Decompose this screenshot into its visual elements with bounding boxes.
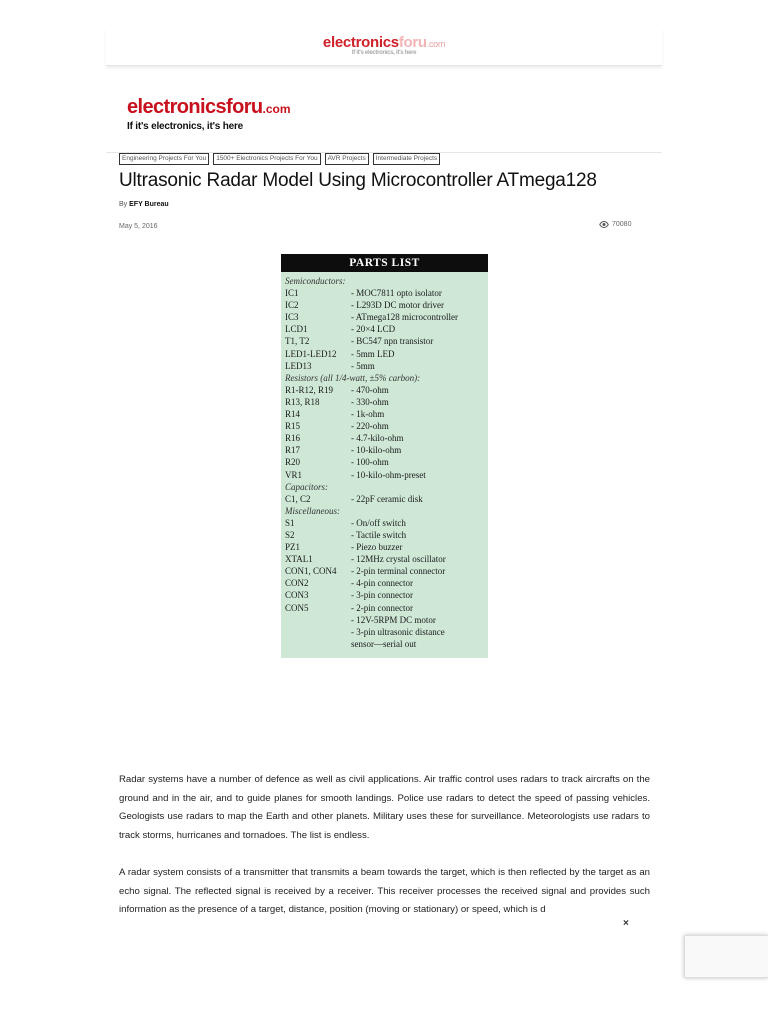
part-desc: - 22pF ceramic disk bbox=[351, 493, 423, 504]
parts-row bbox=[285, 541, 484, 553]
part-desc: sensor—serial out bbox=[351, 638, 417, 649]
part-ref: R1-R12, R19 bbox=[285, 384, 334, 395]
part-desc: - 4.7-kilo-ohm bbox=[351, 433, 404, 444]
parts-row bbox=[285, 323, 484, 335]
part-desc: - 2-pin connector bbox=[351, 602, 413, 613]
part-ref: LED1-LED12 bbox=[285, 348, 337, 359]
part-desc: - 330-ohm bbox=[351, 396, 389, 407]
part-desc: - 20×4 LCD bbox=[351, 324, 396, 335]
part-ref: R15 bbox=[285, 421, 301, 432]
category-tag[interactable]: Intermediate Projects bbox=[373, 153, 440, 165]
parts-row bbox=[285, 614, 484, 626]
part-ref: R14 bbox=[285, 409, 301, 420]
parts-section-heading: Capacitors: bbox=[285, 481, 329, 492]
article-paragraph: A radar system consists of a transmitter that transmits a beam towards the target, which is then reflected by the target as an echo signal. The reflected signal is received by a receiver. This receiver processes the received signal and provides such information as the presence of a target, distance, position (moving or stationary) or speed, which is d bbox=[119, 867, 650, 916]
part-ref: R20 bbox=[285, 457, 301, 468]
part-desc: - 3-pin ultrasonic distance bbox=[351, 626, 445, 637]
parts-row bbox=[285, 456, 484, 468]
part-ref: CON3 bbox=[285, 590, 309, 601]
part-desc: - 10-kilo-ohm-preset bbox=[351, 469, 426, 480]
part-ref: LED13 bbox=[285, 360, 312, 371]
site-logo[interactable] bbox=[127, 96, 291, 132]
parts-row bbox=[285, 602, 484, 614]
category-tag[interactable]: AVR Projects bbox=[325, 153, 369, 165]
part-desc: - 5mm LED bbox=[351, 348, 395, 359]
site-logo-part1: electronics bbox=[127, 96, 227, 118]
part-ref: CON1, CON4 bbox=[285, 566, 337, 577]
parts-list-title: PARTS LIST bbox=[281, 254, 488, 272]
part-ref: R13, R18 bbox=[285, 396, 320, 407]
parts-row bbox=[285, 493, 484, 505]
top-logo-link[interactable] bbox=[323, 34, 445, 56]
part-desc: - ATmega128 microcontroller bbox=[351, 312, 458, 323]
parts-row bbox=[285, 408, 484, 420]
top-sticky-header bbox=[106, 28, 662, 66]
part-desc: - BC547 npn transistor bbox=[351, 336, 434, 347]
eye-icon bbox=[599, 221, 609, 228]
site-logo-part2: foru bbox=[226, 96, 263, 118]
category-tags bbox=[119, 153, 440, 165]
part-ref: T1, T2 bbox=[285, 336, 310, 347]
part-desc: - 220-ohm bbox=[351, 421, 389, 432]
part-ref: XTAL1 bbox=[285, 554, 313, 565]
part-ref: IC1 bbox=[285, 288, 299, 299]
part-desc: - 12MHz crystal oscillator bbox=[351, 554, 446, 565]
recaptcha-badge[interactable] bbox=[684, 935, 768, 978]
view-count bbox=[599, 221, 631, 228]
category-tag[interactable]: 1500+ Electronics Projects For You bbox=[213, 153, 320, 165]
parts-row bbox=[285, 348, 484, 360]
top-logo-tagline: If it's electronics, it's here bbox=[351, 50, 417, 56]
parts-list-figure bbox=[281, 254, 488, 658]
parts-row bbox=[285, 469, 484, 481]
part-ref: S2 bbox=[285, 529, 295, 540]
category-tag[interactable]: Engineering Projects For You bbox=[119, 153, 209, 165]
part-desc: - Piezo buzzer bbox=[351, 542, 403, 553]
part-ref: R17 bbox=[285, 445, 301, 456]
part-desc: - 2-pin terminal connector bbox=[351, 566, 446, 577]
part-ref: LCD1 bbox=[285, 324, 308, 335]
part-desc: - 100-ohm bbox=[351, 457, 389, 468]
part-ref: CON2 bbox=[285, 578, 309, 589]
top-logo-part2: foru bbox=[398, 34, 427, 51]
part-ref: IC2 bbox=[285, 300, 299, 311]
parts-row bbox=[285, 360, 484, 372]
part-ref: C1, C2 bbox=[285, 493, 311, 504]
part-desc: - 10-kilo-ohm bbox=[351, 445, 402, 456]
parts-row bbox=[285, 420, 484, 432]
part-desc: - Tactile switch bbox=[351, 529, 407, 540]
part-desc: - On/off switch bbox=[351, 517, 406, 528]
part-ref: R16 bbox=[285, 433, 301, 444]
close-icon[interactable]: × bbox=[623, 918, 629, 929]
parts-section-heading: Miscellaneous: bbox=[285, 505, 340, 516]
article-paragraph: Radar systems have a number of defence as well as civil applications. Air traffic control uses radars to track aircrafts on the ground and in the air, and to guide planes for smooth landings. Police use radars to detect the speed of passing vehicles. Geologists use radars to map the Earth and other planets. Military uses these for surveillance. Meteorologists use radars to track storms, hurricanes and tornadoes. The list is endless. bbox=[119, 774, 650, 841]
part-ref bbox=[285, 638, 351, 650]
publish-date: May 5, 2016 bbox=[119, 223, 158, 230]
parts-section-heading: Semiconductors: bbox=[285, 276, 346, 286]
parts-row bbox=[285, 626, 484, 638]
parts-row bbox=[285, 529, 484, 541]
parts-row bbox=[285, 432, 484, 444]
parts-row bbox=[285, 444, 484, 456]
part-desc: - 12V-5RPM DC motor bbox=[351, 614, 436, 625]
top-logo-part3: .com bbox=[426, 39, 446, 49]
byline-prefix: By bbox=[119, 201, 128, 208]
parts-row bbox=[285, 638, 484, 650]
parts-row bbox=[285, 577, 484, 589]
part-ref bbox=[285, 614, 351, 626]
parts-row bbox=[285, 396, 484, 408]
part-ref: IC3 bbox=[285, 312, 299, 323]
site-logo-brand bbox=[127, 96, 291, 120]
part-ref: S1 bbox=[285, 517, 295, 528]
part-ref: CON5 bbox=[285, 602, 309, 613]
part-desc: - 4-pin connector bbox=[351, 578, 413, 589]
part-desc: - 3-pin connector bbox=[351, 590, 413, 601]
part-ref: PZ1 bbox=[285, 542, 301, 553]
part-ref bbox=[285, 626, 351, 638]
part-ref: VR1 bbox=[285, 469, 303, 480]
byline bbox=[119, 201, 169, 208]
parts-row bbox=[285, 311, 484, 323]
part-desc: - 470-ohm bbox=[351, 384, 389, 395]
parts-section-heading: Resistors (all 1/4-watt, ±5% carbon): bbox=[285, 372, 421, 383]
parts-list-body bbox=[281, 272, 488, 650]
parts-row bbox=[285, 565, 484, 577]
parts-row bbox=[285, 589, 484, 601]
part-desc: - MOC7811 opto isolator bbox=[351, 288, 442, 299]
parts-row bbox=[285, 553, 484, 565]
author-link[interactable]: EFY Bureau bbox=[129, 201, 169, 208]
top-logo-part1: electronics bbox=[322, 34, 399, 51]
article-title: Ultrasonic Radar Model Using Microcontroller ATmega128 bbox=[119, 170, 597, 191]
parts-row bbox=[285, 384, 484, 396]
parts-row bbox=[285, 299, 484, 311]
view-count-value: 70080 bbox=[612, 221, 632, 228]
part-desc: - 5mm bbox=[351, 360, 375, 371]
part-desc: - L293D DC motor driver bbox=[351, 300, 444, 311]
site-logo-part3: .com bbox=[262, 102, 291, 116]
parts-row bbox=[285, 517, 484, 529]
parts-row bbox=[285, 335, 484, 347]
site-logo-tagline: If it's electronics, it's here bbox=[127, 121, 244, 132]
part-desc: - 1k-ohm bbox=[351, 409, 385, 420]
parts-row bbox=[285, 287, 484, 299]
